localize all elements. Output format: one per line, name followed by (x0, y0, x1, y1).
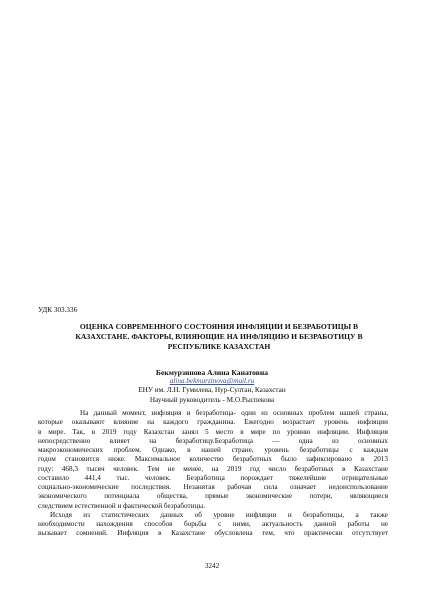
author-name: Бекмурзинова Алина Канатовна (155, 368, 269, 377)
article-body (38, 409, 388, 539)
title-line: КАЗАХСТАНЕ. ФАКТОРЫ, ВЛИЯЮЩИЕ НА ИНФЛЯЦИЮ И БЕЗРАБОТИЦУ В (75, 332, 363, 342)
body-line: году: 468,3 тысяч человек. Тем не менее, на 2019 год число безработных в Казахстане (38, 464, 388, 473)
body-line: непосредственно влияет на безработицу.Безработица — одна из основных (38, 436, 388, 445)
supervisor: Научный руководитель - М.О.Рыспекова (149, 395, 275, 404)
body-line: Исходя из статистических данных об уровне инфляции и безработицы, а также (50, 510, 388, 519)
udk-code: УДК 303.336 (38, 306, 78, 314)
body-line: составило 441,4 тыс. человек. Безработица порождает тяжелейшие отрицательные (38, 473, 388, 482)
author-affiliation: ЕНУ им. Л.Н. Гумилева, Нур-Султан, Казахстан (138, 386, 286, 394)
body-line: На данный момент, инфляция и безработица- одни из основных проблем нашей страны, (80, 409, 388, 417)
body-line: следствием естественной и фактической безработицы. (38, 501, 206, 510)
author-email[interactable]: alina.bekmurzinova@mail.ru (169, 377, 255, 385)
title-line: ОЦЕНКА СОВРЕМЕННОГО СОСТОЯНИЯ ИНФЛЯЦИИ И БЕЗРАБОТИЦЫ В (79, 322, 359, 331)
body-line: в мире. Так, в 2019 году Казахстан занял 5 место в мире по уровню инфляции. Инфляция (38, 427, 388, 436)
body-line: вызывает сомнений. Инфляция в Казахстане обусловлена тем, что практически отсутствует (38, 529, 388, 538)
body-line: экономического потенциала общества, прямые экономические потери, являющиеся (38, 492, 388, 501)
article-title (54, 322, 384, 353)
body-line: макроэкономических проблем. Однако, в нашей стране, уровень безработицы с каждым (38, 446, 388, 454)
body-line: которые оказывают влияние на каждого гражданина. Ежегодно возрастает уровень инфляции (38, 418, 388, 427)
title-line: РЕСПУБЛИКЕ КАЗАХСТАН (167, 342, 271, 352)
body-line: необходимости нахождения способов борьбы с ними, актуальность данной работы не (38, 520, 388, 528)
page-number: 3242 (204, 562, 220, 570)
body-line: годом становится ниже. Максимальное количество безработных было зафиксировано в 2013 (38, 455, 388, 464)
body-line: социально-экономические последствия. Незанятая рабочая сила означает недоиспользование (38, 483, 388, 491)
